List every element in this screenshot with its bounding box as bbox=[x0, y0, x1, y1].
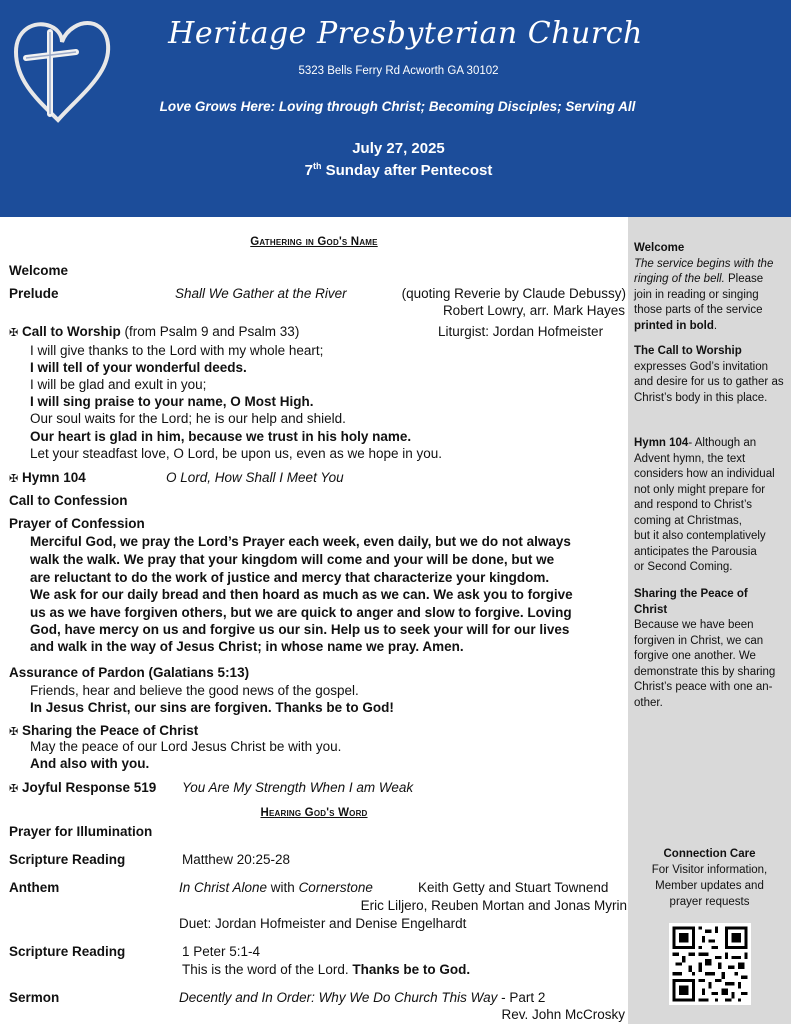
note-text: The service begins with the ringing of the bell. Please join in reading or singing those parts of the service printed in bold. bbox=[634, 257, 774, 332]
assurance-response: In Jesus Christ, our sins are forgiven. Thanks be to God! bbox=[30, 700, 394, 715]
qr-code-icon[interactable] bbox=[669, 923, 751, 1005]
note-hymn bbox=[634, 436, 784, 576]
bulletin-header bbox=[0, 0, 791, 217]
prayer-line: walk the walk. We pray that your kingdom will come and your will be done, but we bbox=[30, 552, 555, 567]
prayer-line: and walk in the way of Jesus Christ; in whose name we pray. Amen. bbox=[30, 639, 464, 654]
peace-line: May the peace of our Lord Jesus Christ be with you. bbox=[30, 739, 342, 754]
note-text: Because we have been forgiven in Christ, we can forgive one another. We demonstrate this by sharing Christ’s peace with one an- other. bbox=[634, 619, 776, 709]
hymn-label: ✠ Hymn 104 bbox=[9, 470, 86, 485]
scripture-reading-label: Scripture Reading bbox=[9, 852, 126, 867]
sidebar-notes bbox=[628, 217, 791, 1024]
welcome-label: Welcome bbox=[9, 263, 69, 278]
section-heading-hearing: Hearing God's Word bbox=[260, 807, 368, 819]
anthem-label: Anthem bbox=[9, 880, 60, 895]
maltese-cross-icon: ✠ bbox=[9, 783, 19, 795]
note-welcome bbox=[634, 241, 784, 334]
section-heading-gathering: Gathering in God's Name bbox=[250, 236, 378, 248]
maltese-cross-icon: ✠ bbox=[9, 473, 19, 485]
note-title: The Call to Worship bbox=[634, 345, 742, 357]
call-line: I will be glad and exult in you; bbox=[30, 377, 207, 392]
connection-care bbox=[628, 846, 791, 910]
liturgist: Liturgist: Jordan Hofmeister bbox=[438, 324, 604, 339]
prayer-of-confession-label: Prayer of Confession bbox=[9, 516, 145, 531]
connection-care-text: For Visitor information, bbox=[651, 864, 768, 876]
service-date: July 27, 2025 bbox=[352, 140, 445, 157]
prelude-credit: Robert Lowry, arr. Mark Hayes bbox=[442, 303, 625, 318]
note-call-to-worship bbox=[634, 344, 784, 406]
prelude-label: Prelude bbox=[9, 286, 59, 301]
order-of-worship bbox=[0, 217, 628, 1024]
call-to-confession-label: Call to Confession bbox=[9, 493, 128, 508]
scripture-response: This is the word of the Lord. Thanks be to God. bbox=[182, 962, 471, 977]
peace-heading: ✠ Sharing the Peace of Christ bbox=[9, 723, 199, 738]
scripture-reference: 1 Peter 5:1-4 bbox=[182, 944, 261, 959]
sermon-preacher: Rev. John McCrosky bbox=[501, 1007, 625, 1022]
peace-response: And also with you. bbox=[30, 756, 150, 771]
note-title: Welcome bbox=[634, 242, 685, 254]
church-name: Heritage Presbyterian Church bbox=[168, 16, 643, 51]
connection-care-title: Connection Care bbox=[663, 848, 756, 860]
call-line: I will give thanks to the Lord with my whole heart; bbox=[30, 343, 324, 358]
illumination-label: Prayer for Illumination bbox=[9, 824, 153, 839]
note-text: but it also contemplatively anticipates the Parousia bbox=[634, 530, 766, 558]
call-line-response: I will tell of your wonderful deeds. bbox=[30, 360, 247, 375]
liturgical-occasion: 7th Sunday after Pentecost bbox=[304, 161, 493, 179]
joyful-response-title: You Are My Strength When I am Weak bbox=[182, 780, 414, 795]
call-line: Our soul waits for the Lord; he is our help and shield. bbox=[30, 411, 346, 426]
sermon-title: Decently and In Order: Why We Do Church This Way - Part 2 bbox=[179, 990, 546, 1005]
connection-care-text: prayer requests bbox=[669, 896, 750, 908]
prelude-note: (quoting Reverie by Claude Debussy) bbox=[401, 286, 626, 301]
prayer-line: are reluctant to do the work of justice and mercy that characterize your kingdom. bbox=[30, 570, 550, 585]
hymn-title: O Lord, How Shall I Meet You bbox=[166, 470, 344, 485]
prelude-title: Shall We Gather at the River bbox=[175, 286, 347, 301]
connection-care-text: Member updates and bbox=[655, 880, 764, 892]
note-peace bbox=[634, 587, 784, 711]
church-tagline: Love Grows Here: Loving through Christ; Becoming Disciples; Serving All bbox=[159, 99, 636, 114]
call-line-response: I will sing praise to your name, O Most High. bbox=[30, 394, 314, 409]
call-line-response: Our heart is glad in him, because we trust in his holy name. bbox=[30, 429, 412, 444]
maltese-cross-icon: ✠ bbox=[9, 327, 19, 339]
prayer-line: We ask for our daily bread and then hoard as much as we can. We ask you to forgive bbox=[30, 587, 573, 602]
prayer-line: Merciful God, we pray the Lord’s Prayer each week, even daily, but we do not always bbox=[30, 534, 571, 549]
note-title: Sharing the Peace of Christ bbox=[634, 588, 748, 616]
sermon-label: Sermon bbox=[9, 990, 60, 1005]
note-text: Hymn 104- Although an Advent hymn, the text considers how an individual not only might prepare for and respond to Christ’s coming at Christmas, bbox=[634, 437, 775, 527]
scripture-reference: Matthew 20:25-28 bbox=[182, 852, 291, 867]
prayer-line: God, have mercy on us and forgive us our sin. Help us to seek your will for our lives bbox=[30, 622, 570, 637]
prayer-line: us as we have forgiven others, but we are quick to anger and slow to forgive. Loving bbox=[30, 605, 572, 620]
call-to-worship-heading: ✠ Call to Worship (from Psalm 9 and Psalm 33) bbox=[9, 324, 300, 339]
joyful-response-label: ✠ Joyful Response 519 bbox=[9, 780, 157, 795]
anthem-duet: Duet: Jordan Hofmeister and Denise Engelhardt bbox=[179, 916, 467, 931]
scripture-reading-label: Scripture Reading bbox=[9, 944, 126, 959]
anthem-credit: Eric Liljero, Reuben Mortan and Jonas Myrin bbox=[360, 898, 627, 913]
note-text: or Second Coming. bbox=[634, 561, 733, 573]
call-line: Let your steadfast love, O Lord, be upon us, even as we hope in you. bbox=[30, 446, 443, 461]
church-address: 5323 Bells Ferry Rd Acworth GA 30102 bbox=[298, 65, 499, 77]
assurance-line: Friends, hear and believe the good news of the gospel. bbox=[30, 683, 359, 698]
assurance-label: Assurance of Pardon (Galatians 5:13) bbox=[9, 665, 250, 680]
note-text: expresses God’s invitation and desire for us to gather as Christ’s body in this place. bbox=[634, 360, 784, 404]
anthem-title: In Christ Alone with Cornerstone bbox=[179, 880, 373, 895]
anthem-credit: Keith Getty and Stuart Townend bbox=[418, 880, 609, 895]
maltese-cross-icon: ✠ bbox=[9, 726, 19, 738]
